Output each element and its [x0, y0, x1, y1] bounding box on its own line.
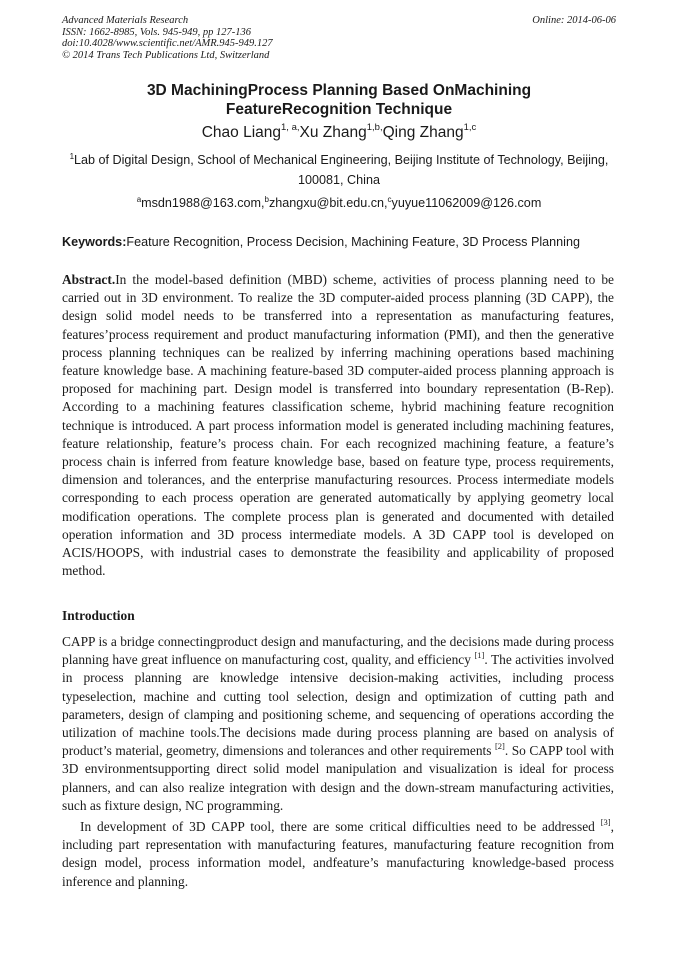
abstract-text: In the model-based definition (MBD) scheme, activities of process planning need to be carried out in 3D environment. To realize the 3D computer-aided process planning (3D CAPP), the design solid model needs to be transferred into a representation as manufacturing features, features’process requirement and product manufacturing information (PMI), and then the generative process planning techniques can be realized by inferring machining operations based machining feature knowledge base. A machining feature-based 3D computer-aided process planning approach is proposed for machining part. Design model is transferred into boundary representation (B-Rep). According to a machining features classification scheme, hybrid machining feature recognition technique is introduced. A part process information model is generated including machining features, feature relationship, feature’s process chain. For each recognized machining feature, a feature’s process chain is inferred from feature knowledge base, based on feature type, process requirements, dimension and tolerances, and the enterprise manufacturing resources. Process intermediate models corresponding to each process operation are generated automatically by applying geometry local modification operations. The complete process plan is generated and documented with detailed operation information and 3D process intermediate models. A 3D CAPP tool is developed on ACIS/HOOPS, with industrial cases to demonstrate the feasibility and applicability of proposed method.: [62, 272, 614, 579]
citation-ref: [1]: [474, 650, 485, 661]
author-superscript: 1, a,: [281, 122, 300, 133]
keywords: [62, 234, 616, 250]
online-date: Online: 2014-06-06: [532, 15, 616, 26]
issn-line: ISSN: 1662-8985, Vols. 945-949, pp 127-136: [62, 26, 251, 38]
email-superscript: a: [136, 195, 142, 204]
citation-ref: [3]: [600, 817, 611, 827]
email-superscript: b: [264, 195, 269, 204]
paragraph-text: CAPP is a bridge connectingproduct design and manufacturing, and the decisions made during process planning have great influence on manufacturing cost, quality, and efficiency: [62, 634, 614, 668]
keywords-label: Keywords:: [62, 235, 127, 249]
email-address: zhangxu@bit.edu.cn,: [269, 196, 388, 210]
keywords-text: Feature Recognition, Process Decision, Machining Feature, 3D Process Planning: [126, 235, 580, 249]
paper-title: [62, 81, 616, 119]
abstract-label: Abstract.: [62, 272, 116, 287]
title-line-1: 3D MachiningProcess Planning Based OnMachining: [146, 82, 532, 99]
title-line-2: FeatureRecognition Technique: [225, 101, 453, 118]
affiliation-text: Lab of Digital Design, School of Mechanical Engineering, Beijing Institute of Technology, Beijing,: [74, 153, 609, 167]
author-name: Xu Zhang: [299, 124, 367, 141]
email-address: msdn1988@163.com,: [141, 196, 265, 210]
affiliation-postcode: 100081, China: [298, 173, 380, 187]
affiliation: [62, 150, 616, 190]
author-name: Chao Liang: [201, 124, 282, 141]
paragraph-text: . The activities involved in process planning are knowledge intensive decision-making activities, including process typeselection, machine and cutting tool selection, design and optimization of cutting path and parameters, design of clamping and positioning scheme, and sequencing of operations according the utilization of machine tools.The decisions made during process planning are based on analysis of product’s material, geometry, dimensions and tolerances and other requirements: [62, 652, 614, 759]
citation-ref: [2]: [494, 741, 505, 752]
email-superscript: c: [387, 195, 392, 204]
paragraph-text: , including part representation with manufacturing features, manufacturing feature recognition from design model, process information model, andfeature’s manufacturing knowledge-based process inference and planning.: [62, 819, 614, 889]
email-address: yuyue11062009@126.com: [391, 196, 542, 210]
paragraph-text: In development of 3D CAPP tool, there are some critical difficulties need to be addressed: [80, 819, 601, 834]
author-list: [62, 123, 616, 143]
abstract: [62, 271, 614, 580]
copyright-line: © 2014 Trans Tech Publications Ltd, Switzerland: [62, 49, 270, 61]
section-heading-introduction: Introduction: [62, 608, 135, 623]
doi-line: doi:10.4028/www.scientific.net/AMR.945-949.127: [62, 38, 273, 49]
author-superscript: 1,c: [463, 122, 477, 133]
introduction-paragraph-2: [62, 818, 614, 891]
author-name: Qing Zhang: [382, 124, 464, 141]
author-superscript: 1,b,: [366, 122, 383, 133]
journal-name: Advanced Materials Research: [62, 15, 189, 26]
introduction-paragraph-1: [62, 633, 614, 815]
email-list: [62, 195, 616, 211]
journal-header: [62, 15, 616, 61]
affiliation-superscript: 1: [69, 152, 75, 161]
paragraph-text: . So CAPP tool with 3D environmentsupporting direct solid model manipulation and visualization is ideal for process planners, and can also realize integration with design and the down-stream manufacturing activities, such as fixture design, NC programming.: [62, 743, 614, 813]
